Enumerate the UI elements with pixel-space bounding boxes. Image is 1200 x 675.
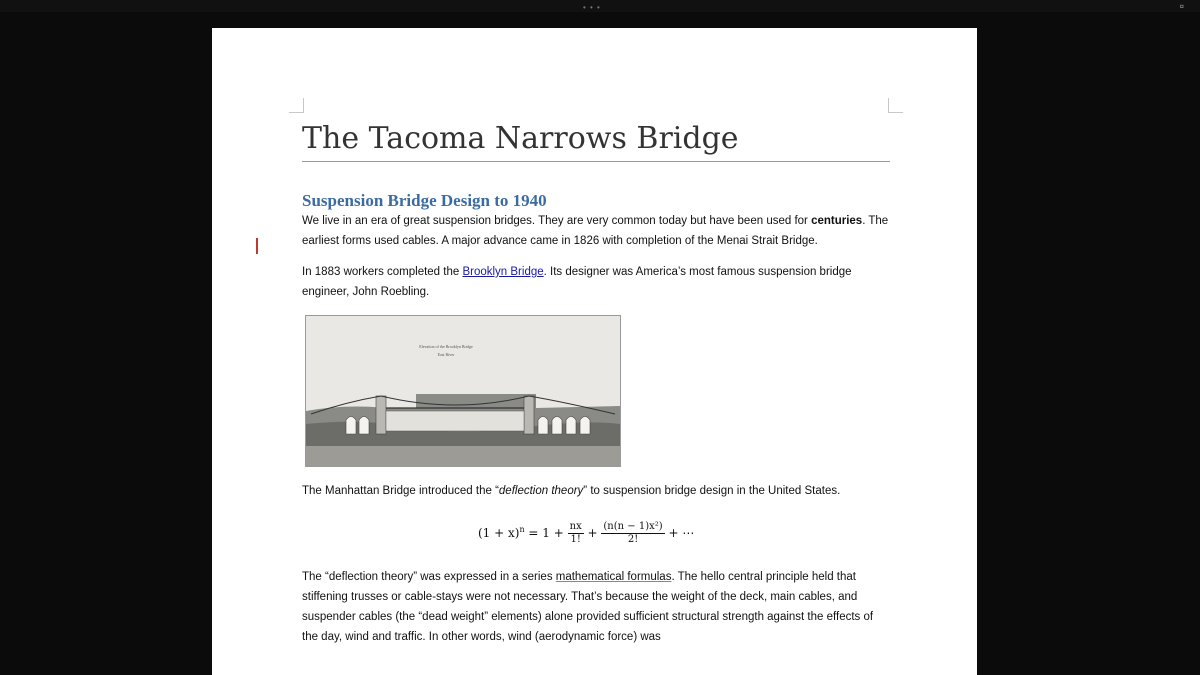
paragraph-manhattan: [302, 481, 890, 501]
paragraph-deflection-theory: [302, 567, 890, 647]
document-page: [212, 28, 977, 675]
eq-lhs: (1 + x): [478, 526, 520, 540]
eq-fraction-1: [568, 521, 584, 546]
window-grip[interactable]: • • •: [583, 3, 601, 12]
p1-text-b: . The earliest forms used cables. A major advance came in 1826 with completion of the Menai Strait Bridge.: [302, 215, 889, 247]
p3-italic-deflection: deflection theory: [498, 485, 584, 497]
eq-f2-num: (n(n − 1)x²): [603, 521, 663, 532]
p1-text-a: We live in an era of great suspension bridges. They are very common today but have been used for: [302, 215, 812, 227]
eq-f2-den: 2!: [627, 534, 639, 545]
p2-text-b: . Its designer was America’s most famous suspension bridge engineer, John Roebling.: [302, 266, 852, 298]
p1-bold-centuries: centuries: [811, 215, 863, 227]
brooklyn-bridge-link[interactable]: Brooklyn Bridge: [462, 266, 544, 278]
p4-text-a: The “deflection theory” was expressed in a series: [302, 571, 556, 583]
equation-line: [478, 521, 694, 546]
figure-caption-1: Elevation of the Brooklyn Bridge: [419, 344, 473, 349]
bridge-drawing: [306, 316, 620, 466]
eq-plus: +: [583, 526, 602, 540]
eq-tail: + ⋯: [664, 526, 695, 540]
mathematical-formulas-link[interactable]: mathematical formulas: [555, 571, 672, 583]
revision-marker: [256, 238, 258, 254]
restore-icon[interactable]: ▫: [1179, 0, 1184, 13]
eq-equals: = 1 +: [524, 526, 568, 540]
p3-text-b: ” to suspension bridge design in the United States.: [583, 485, 841, 497]
bridge-illustration[interactable]: [305, 315, 621, 467]
document-title: The Tacoma Narrows Bridge: [302, 120, 890, 162]
paragraph-brooklyn: [302, 262, 890, 302]
eq-fraction-2: [601, 521, 664, 546]
eq-f1-num: nx: [569, 521, 582, 532]
crop-mark-top-right: [888, 98, 903, 113]
p2-text-a: In 1883 workers completed the: [302, 266, 463, 278]
p3-text-a: The Manhattan Bridge introduced the “: [302, 485, 499, 497]
document-body[interactable]: [302, 120, 890, 647]
section-heading: Suspension Bridge Design to 1940: [302, 191, 547, 210]
figure-caption-2: East River: [437, 352, 455, 357]
crop-mark-top-left: [289, 98, 304, 113]
p4-text-b: . The hello central principle held that stiffening trusses or cable-stays were not necessary. That’s because the weight of the deck, main cables, and suspender cables (the “dead weight” elements) alone provided sufficient structural strength against the effects of the day, wind and traffic. In other words, wind (aerodynamic force) was: [302, 571, 874, 643]
eq-f1-den: 1!: [570, 534, 581, 545]
paragraph-eras: [302, 211, 890, 251]
binomial-equation[interactable]: [302, 521, 890, 555]
eq-exponent: n: [519, 525, 525, 534]
window-title-bar: [0, 0, 1200, 12]
